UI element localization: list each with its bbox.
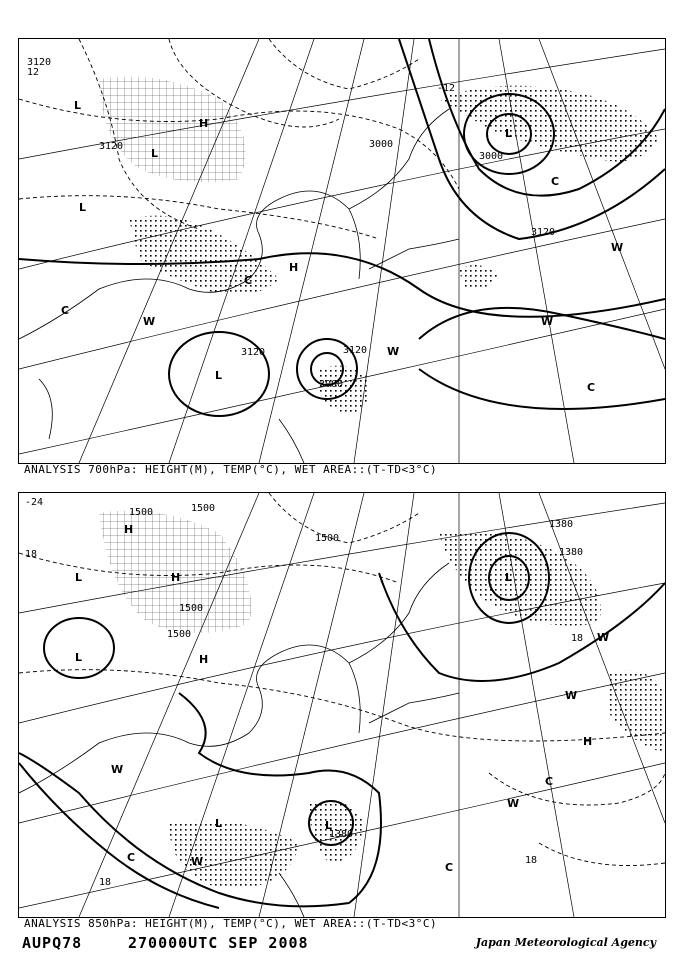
system-marker: H [583,735,593,748]
contour-label: 1500 [315,533,340,544]
system-marker: L [215,369,223,382]
analysis-map-700hpa [18,38,666,464]
contour-label: 1500 [129,507,154,518]
caption-700hpa: ANALYSIS 700hPa: HEIGHT(M), TEMP(°C), WET AREA::(T-TD<3°C) [24,463,438,476]
contour-label: 1500 [179,603,204,614]
system-marker: W [387,345,400,358]
system-marker: H [289,261,299,274]
system-marker: W [565,689,578,702]
analysis-map-850hpa [18,492,666,918]
contour-label: 1380 [549,519,574,530]
contour-label: 18 [99,877,112,888]
contour-label: 3120 [531,227,556,238]
system-marker: L [151,147,159,160]
contour-label: 3120 [343,345,368,356]
system-marker: H [199,117,209,130]
system-marker: W [507,797,520,810]
system-marker: H [171,571,181,584]
system-marker: C [61,304,70,317]
chart-code: AUPQ78 [22,934,83,952]
system-marker: W [541,315,554,328]
contour-label: 1500 [191,503,216,514]
system-marker: C [244,274,253,287]
system-marker: L [74,99,82,112]
contour-label: -12 [437,83,456,94]
contour-label: 1500 [167,629,192,640]
contour-label: 3120 [99,141,124,152]
map-700hpa-canvas [19,39,665,463]
contour-label: 18 [571,633,584,644]
contour-label: 1380 [559,547,584,558]
contour-label: 12 [27,67,40,78]
system-marker: C [587,381,596,394]
system-marker: L [75,571,83,584]
system-marker: L [75,651,83,664]
contour-label: 3120 [241,347,266,358]
contour-label: 3000 [479,151,504,162]
system-marker: W [191,855,204,868]
contour-label: 3120 [27,57,52,68]
system-marker: W [597,631,610,644]
system-marker: L [505,571,513,584]
system-marker: W [111,763,124,776]
contour-label: 1380 [329,829,354,840]
system-marker: C [551,175,560,188]
map-850hpa-canvas [19,493,665,917]
system-marker: L [505,127,513,140]
system-marker: C [545,775,554,788]
system-marker: L [215,817,223,830]
cold-hatch [99,77,246,183]
caption-850hpa: ANALYSIS 850hPa: HEIGHT(M), TEMP(°C), WET AREA::(T-TD<3°C) [24,917,438,930]
system-marker: H [124,523,134,536]
system-marker: H [199,653,209,666]
contour-label: 18 [25,549,38,560]
system-marker: W [143,315,156,328]
chart-valid-time: 270000UTC SEP 2008 [128,934,309,952]
contour-label: 3000 [319,379,344,390]
system-marker: L [325,819,333,832]
system-marker: C [445,861,454,874]
system-marker: L [79,201,87,214]
contour-label: 18 [525,855,538,866]
issuing-agency: Japan Meteorological Agency [475,936,656,949]
system-marker: C [127,851,136,864]
system-marker: W [611,241,624,254]
contour-label: 3000 [369,139,394,150]
contour-label: -24 [25,497,44,508]
